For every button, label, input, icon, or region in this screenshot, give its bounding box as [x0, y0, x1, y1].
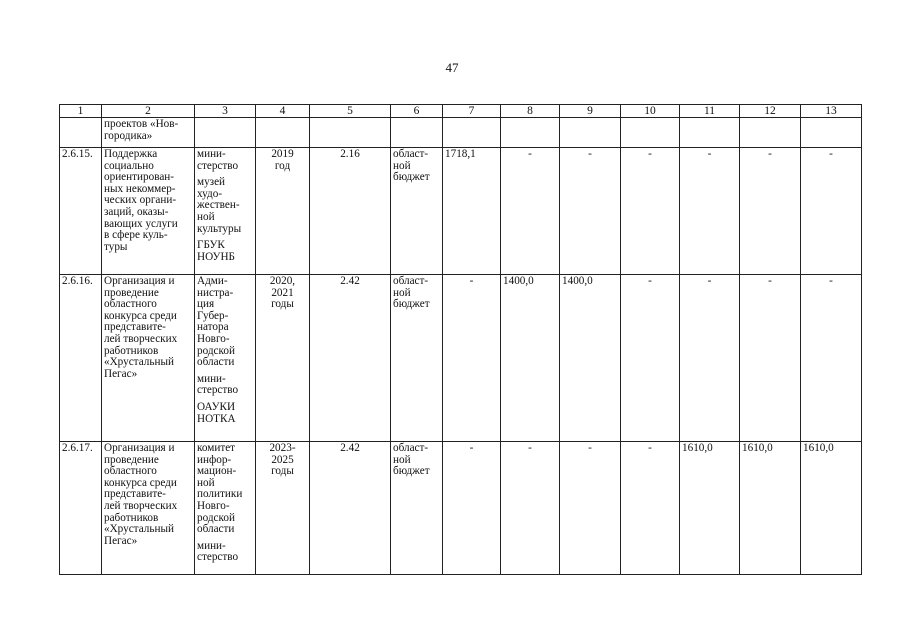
term-cell: 2023- 2025 годы — [256, 442, 310, 575]
row-number-cell: 2.6.17. — [60, 442, 102, 575]
header-cell: 8 — [501, 105, 560, 118]
amount-cell: - — [443, 442, 501, 575]
header-cell: 10 — [621, 105, 680, 118]
amount-cell — [443, 118, 501, 148]
source-cell: област- ной бюджет — [391, 442, 443, 575]
amount-cell: - — [740, 275, 801, 442]
target-cell — [310, 118, 391, 148]
amount-cell: 1400,0 — [560, 275, 621, 442]
row-number-cell — [60, 118, 102, 148]
amount-cell: - — [621, 275, 680, 442]
header-cell: 2 — [102, 105, 195, 118]
source-cell — [391, 118, 443, 148]
table-row — [60, 148, 862, 275]
table-row — [60, 275, 862, 442]
header-cell: 5 — [310, 105, 391, 118]
term-cell — [256, 118, 310, 148]
amount-cell: - — [801, 275, 862, 442]
amount-cell — [680, 118, 740, 148]
amount-cell — [560, 118, 621, 148]
amount-cell: 1718,1 — [443, 148, 501, 275]
executor-cell: комитет инфор- мацион- ной политики Новго- родской области мини- стерство — [195, 442, 256, 575]
amount-cell: - — [621, 148, 680, 275]
amount-cell: - — [621, 442, 680, 575]
source-cell: област- ной бюджет — [391, 148, 443, 275]
term-cell: 2020, 2021 годы — [256, 275, 310, 442]
amount-cell — [801, 118, 862, 148]
term-cell: 2019 год — [256, 148, 310, 275]
amount-cell: - — [680, 275, 740, 442]
activity-name-cell: проектов «Нов- городика» — [102, 118, 195, 148]
executor-cell: Адми- нистра- ция Губер- натора Новго- родской области мини- стерство ОАУКИ НОТКА — [195, 275, 256, 442]
column-number-row — [60, 105, 862, 118]
row-number-cell: 2.6.15. — [60, 148, 102, 275]
amount-cell: - — [740, 148, 801, 275]
target-cell: 2.16 — [310, 148, 391, 275]
table-row — [60, 442, 862, 575]
executor-cell: мини- стерство музей худо- жествен- ной культуры ГБУК НОУНБ — [195, 148, 256, 275]
header-cell: 13 — [801, 105, 862, 118]
header-cell: 12 — [740, 105, 801, 118]
amount-cell: - — [801, 148, 862, 275]
activity-name-cell: Поддержка социально ориентирован- ных некоммер- ческих органи- заций, оказы- вающих услуги в сфере куль- туры — [102, 148, 195, 275]
amount-cell: 1400,0 — [501, 275, 560, 442]
amount-cell: - — [501, 148, 560, 275]
amount-cell: 1610,0 — [801, 442, 862, 575]
header-cell: 9 — [560, 105, 621, 118]
executor-cell — [195, 118, 256, 148]
header-cell: 11 — [680, 105, 740, 118]
amount-cell — [501, 118, 560, 148]
source-cell: област- ной бюджет — [391, 275, 443, 442]
amount-cell: - — [443, 275, 501, 442]
amount-cell: 1610,0 — [680, 442, 740, 575]
row-number-cell: 2.6.16. — [60, 275, 102, 442]
amount-cell: - — [680, 148, 740, 275]
header-cell: 7 — [443, 105, 501, 118]
header-cell: 6 — [391, 105, 443, 118]
table-row — [60, 118, 862, 148]
amount-cell — [740, 118, 801, 148]
activity-name-cell: Организация и проведение областного конкурса среди представите- лей творческих работников «Хрустальный Пегас» — [102, 442, 195, 575]
target-cell: 2.42 — [310, 442, 391, 575]
header-cell: 1 — [60, 105, 102, 118]
amount-cell: - — [560, 148, 621, 275]
page-number: 47 — [445, 60, 459, 75]
amount-cell: - — [560, 442, 621, 575]
activity-name-cell: Организация и проведение областного конкурса среди представите- лей творческих работников «Хрустальный Пегас» — [102, 275, 195, 442]
amount-cell: 1610,0 — [740, 442, 801, 575]
header-cell: 3 — [195, 105, 256, 118]
program-table — [59, 104, 862, 575]
header-cell: 4 — [256, 105, 310, 118]
amount-cell — [621, 118, 680, 148]
target-cell: 2.42 — [310, 275, 391, 442]
amount-cell: - — [501, 442, 560, 575]
